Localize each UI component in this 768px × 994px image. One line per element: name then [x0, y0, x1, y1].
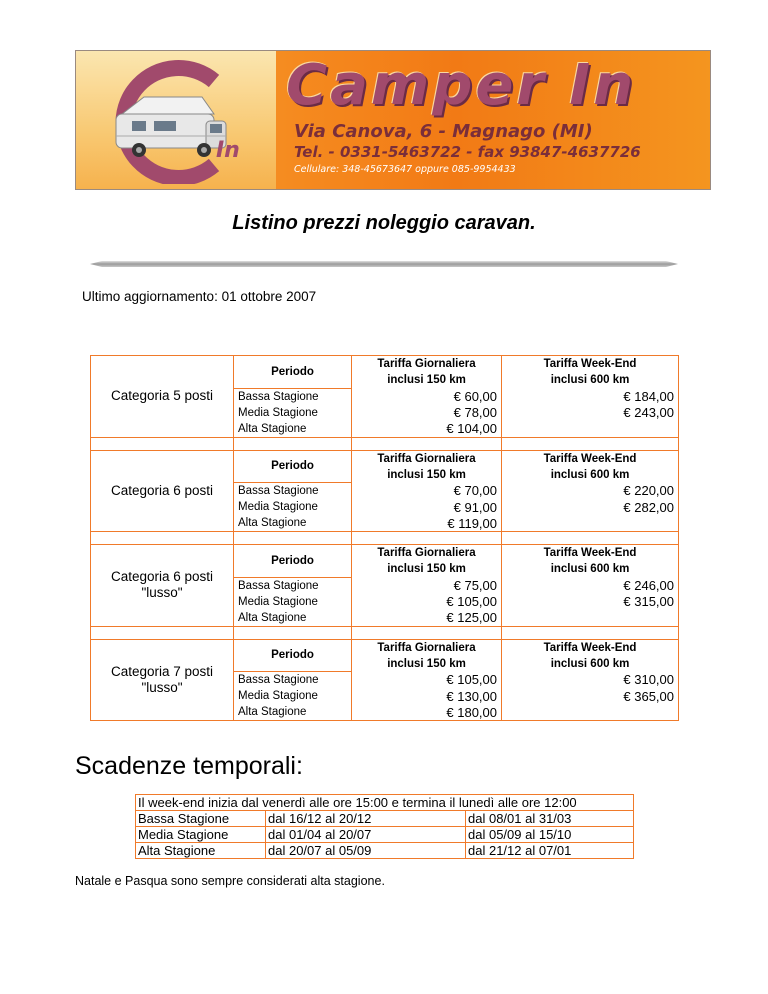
season-label: Media Stagione — [234, 594, 352, 610]
weekend-km-header: inclusi 600 km — [502, 467, 679, 483]
category-name-line: "lusso" — [141, 679, 183, 695]
weekend-price: € 315,00 — [502, 594, 679, 610]
daily-km-header: inclusi 150 km — [352, 372, 502, 388]
weekend-km-header: inclusi 600 km — [502, 372, 679, 388]
period-header: Periodo — [234, 545, 352, 578]
table-row — [91, 450, 679, 467]
deadlines-heading: Scadenze temporali: — [75, 752, 303, 780]
season-label: Bassa Stagione — [136, 811, 266, 827]
date-range: dal 16/12 al 20/12 — [266, 811, 466, 827]
daily-price: € 104,00 — [352, 421, 502, 438]
weekend-price: € 220,00 — [502, 483, 679, 500]
daily-rate-header: Tariffa Giornaliera — [352, 639, 502, 656]
category-name — [91, 545, 234, 627]
daily-price: € 70,00 — [352, 483, 502, 500]
date-range: dal 01/04 al 20/07 — [266, 827, 466, 843]
weekend-price: € 282,00 — [502, 499, 679, 515]
daily-km-header: inclusi 150 km — [352, 656, 502, 672]
season-label: Alta Stagione — [136, 843, 266, 859]
daily-price: € 180,00 — [352, 704, 502, 721]
daily-rate-header: Tariffa Giornaliera — [352, 356, 502, 373]
daily-rate-header: Tariffa Giornaliera — [352, 450, 502, 467]
weekend-price: € 246,00 — [502, 577, 679, 594]
daily-rate-header: Tariffa Giornaliera — [352, 545, 502, 562]
weekend-rate-header: Tariffa Week-End — [502, 545, 679, 562]
page-title: Listino prezzi noleggio caravan. — [232, 212, 536, 234]
season-label: Media Stagione — [234, 405, 352, 421]
category-name-line: Categoria 7 posti — [110, 663, 214, 679]
weekend-price: € 365,00 — [502, 688, 679, 704]
daily-price: € 130,00 — [352, 688, 502, 704]
date-range: dal 21/12 al 07/01 — [466, 843, 634, 859]
weekend-rule: Il week-end inizia dal venerdì alle ore 15:00 e termina il lunedì alle ore 12:00 — [136, 795, 634, 811]
header-banner — [75, 50, 711, 190]
category-name-line: "lusso" — [141, 585, 183, 601]
camper-logo-icon — [94, 59, 274, 184]
date-range: dal 05/09 al 15/10 — [466, 827, 634, 843]
season-label: Alta Stagione — [234, 610, 352, 627]
weekend-rate-header: Tariffa Week-End — [502, 450, 679, 467]
category-name: Categoria 6 posti — [91, 450, 234, 532]
table-row — [136, 795, 634, 811]
weekend-km-header: inclusi 600 km — [502, 561, 679, 577]
date-range: dal 20/07 al 05/09 — [266, 843, 466, 859]
deadlines-table — [135, 794, 634, 859]
daily-price: € 78,00 — [352, 405, 502, 421]
weekend-rate-header: Tariffa Week-End — [502, 639, 679, 656]
category-name-line: Categoria 6 posti — [110, 569, 214, 585]
season-label: Alta Stagione — [234, 515, 352, 532]
date-range: dal 08/01 al 31/03 — [466, 811, 634, 827]
last-updated: Ultimo aggiornamento: 01 ottobre 2007 — [82, 289, 317, 304]
daily-price: € 75,00 — [352, 577, 502, 594]
daily-price: € 119,00 — [352, 515, 502, 532]
table-row — [136, 811, 634, 827]
table-row — [136, 843, 634, 859]
weekend-rate-header: Tariffa Week-End — [502, 356, 679, 373]
price-table — [90, 355, 679, 721]
weekend-price: € 243,00 — [502, 405, 679, 421]
weekend-price: € 184,00 — [502, 388, 679, 405]
brand-name: Camper In — [286, 53, 637, 118]
season-label: Bassa Stagione — [234, 388, 352, 405]
period-header: Periodo — [234, 639, 352, 672]
season-label: Bassa Stagione — [234, 483, 352, 500]
category-name: Categoria 5 posti — [91, 356, 234, 438]
table-row — [91, 356, 679, 373]
daily-km-header: inclusi 150 km — [352, 561, 502, 577]
season-label: Bassa Stagione — [234, 577, 352, 594]
divider-rule — [90, 260, 678, 268]
table-spacer — [91, 626, 679, 639]
period-header: Periodo — [234, 356, 352, 389]
weekend-price: € 310,00 — [502, 672, 679, 689]
daily-price: € 105,00 — [352, 594, 502, 610]
daily-km-header: inclusi 150 km — [352, 467, 502, 483]
table-spacer — [91, 437, 679, 450]
table-row — [136, 827, 634, 843]
daily-price: € 60,00 — [352, 388, 502, 405]
category-name — [91, 639, 234, 721]
season-label: Alta Stagione — [234, 704, 352, 721]
period-header: Periodo — [234, 450, 352, 483]
daily-price: € 105,00 — [352, 672, 502, 689]
weekend-km-header: inclusi 600 km — [502, 656, 679, 672]
mobile-numbers: Cellulare: 348-45673647 oppure 085-9954433 — [294, 164, 516, 175]
table-row — [91, 545, 679, 562]
daily-price: € 91,00 — [352, 499, 502, 515]
season-label: Media Stagione — [136, 827, 266, 843]
season-label: Bassa Stagione — [234, 672, 352, 689]
season-label: Media Stagione — [234, 688, 352, 704]
phone-fax: Tel. - 0331-5463722 - fax 93847-4637726 — [294, 143, 641, 161]
daily-price: € 125,00 — [352, 610, 502, 627]
logo-mark-text: In — [216, 138, 240, 163]
holiday-note: Natale e Pasqua sono sempre considerati alta stagione. — [75, 874, 385, 888]
table-row — [91, 639, 679, 656]
season-label: Alta Stagione — [234, 421, 352, 438]
season-label: Media Stagione — [234, 499, 352, 515]
address: Via Canova, 6 - Magnago (MI) — [294, 121, 593, 142]
table-spacer — [91, 532, 679, 545]
